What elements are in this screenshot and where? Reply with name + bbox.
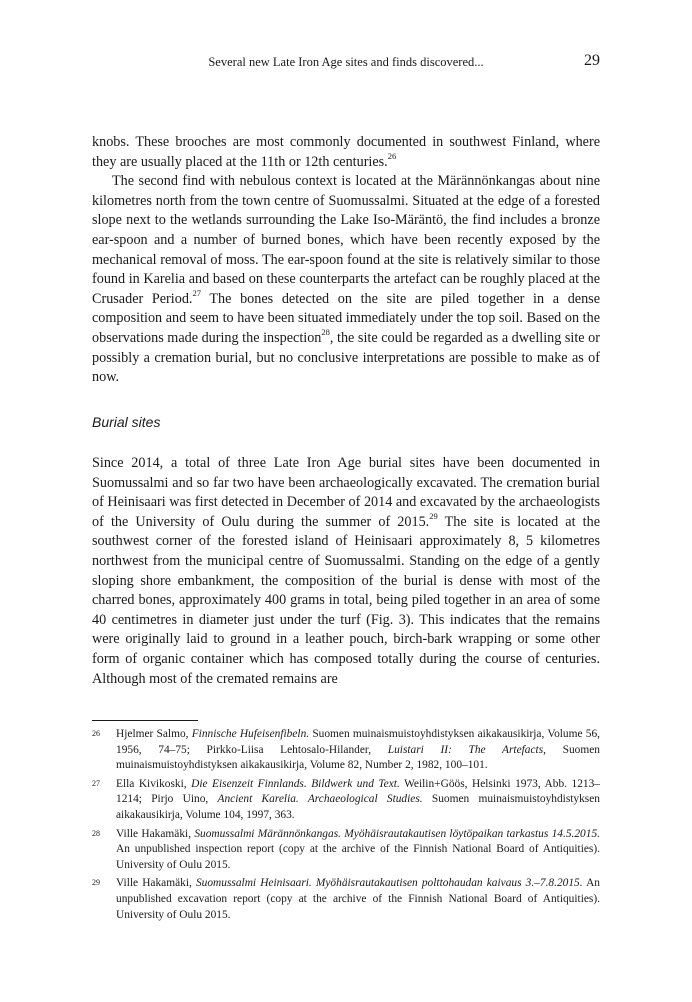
paragraph-3-text-b: The site is located at the southwest corner of the forested island of Heinisaari approximately 8, 5 kilometres northwest from the municipal centre of Suomussalmi. Standing on the edge of a gently sloping shore embankment, the composition of the burial is dense with most of the charred bones, approximately 400 grams in total, being piled together in an area of some 40 centimetres in diameter just under the turf (Fig. 3). This indicates that the remains were originally laid to ground in a leather pouch, birch-bark wrapping or some other form of organic container which has composed totally during the course of centuries. Although most of the cremated remains are <box>92 513 601 687</box>
body-text-upper <box>92 133 600 388</box>
footnote-28 <box>92 827 600 874</box>
footnote-number: 28 <box>92 828 100 838</box>
page-number: 29 <box>584 52 600 69</box>
footnote-text: Ville Hakamäki, <box>116 877 196 890</box>
paragraph-2-text-a: The second find with nebulous context is located at the Märännönkangas about nine kilometres north from the town centre of Suomussalmi. Situated at the edge of a forested slope next to the wetlands surrounding the Lake Iso-Märäntö, the find includes a bronze ear-spoon and a number of burned bones, which have been recently exposed by the mechanical removal of moss. The ear-spoon found at the site is relatively similar to those found in Karelia and based on these counterparts the artefact can be roughly placed at the Crusader Period. <box>92 173 600 307</box>
running-header <box>92 52 600 72</box>
footnote-26 <box>92 727 600 774</box>
paragraph-3-text-a: Since 2014, a total of three Late Iron Age burial sites have been documented in Suomussalmi and so far two have been archaeologically excavated. The cremation burial of Heinisaari was first detected in December of 2014 and excavated by the archaeologists of the University of Oulu during the summer of 2015. <box>92 455 600 530</box>
footnote-text: , Suomen muinaismuistoyhdistyksen aikakausikirja, Volume 82, Number 2, 1982, 100–101. <box>116 743 600 772</box>
footnote-ref-28[interactable]: 28 <box>321 327 330 338</box>
footnote-title: Finnische Hufeisenfibeln. <box>191 728 310 740</box>
footnote-text: An unpublished excavation report (copy at the archive of the Finnish National Board of Antiquities). University of Oulu 2015. <box>116 877 600 921</box>
paragraph-2 <box>92 172 600 388</box>
paragraph-2-text-b: The bones detected on the site are piled together in a dense composition and seem to have been situated immediately under the top soil. Based on the observations made during the inspection <box>92 290 601 346</box>
paragraph-3 <box>92 454 600 689</box>
footnote-number: 27 <box>92 778 100 788</box>
footnote-text: Hjelmer Salmo, <box>116 728 192 740</box>
footnotes-list <box>92 727 600 926</box>
footnote-29 <box>92 876 600 923</box>
footnote-ref-29[interactable]: 29 <box>429 511 438 522</box>
paragraph-1-text: knobs. These brooches are most commonly documented in southwest Finland, where they are usually placed at the 11th or 12th centuries. <box>92 134 600 170</box>
running-title: Several new Late Iron Age sites and finds discovered... <box>208 55 484 69</box>
paragraph-2-text-c: , the site could be regarded as a dwelling site or possibly a cremation burial, but no conclusive interpretations are possible to make as of now. <box>92 329 600 386</box>
paragraph-1 <box>92 133 600 172</box>
footnote-text: Weilin+Göös, Helsinki 1973, Abb. 1213–1214; Pirjo Uino, <box>116 777 600 806</box>
footnote-title: Suomussalmi Märännönkangas. Myöhäisrautakautisen löytöpaikan tarkastus 14.5.2015. <box>194 827 600 840</box>
footnote-title: Ancient Karelia. Archaeological Studies. <box>217 793 423 806</box>
footnote-ref-27[interactable]: 27 <box>192 288 201 299</box>
footnote-27 <box>92 777 600 824</box>
footnote-text: Suomen muinaismuistoyhdistyksen aikakausikirja, Volume 56, 1956, 74–75; Pirkko-Liisa Lehtosalo-Hilander, <box>116 728 600 756</box>
footnote-text: Suomen muinaismuistoyhdistyksen aikakausikirja, Volume 104, 1997, 363. <box>116 793 600 821</box>
footnote-text: Ella Kivikoski, <box>116 777 192 790</box>
footnote-text: Ville Hakamäki, <box>116 827 195 840</box>
footnote-number: 29 <box>92 878 100 888</box>
footnote-text: An unpublished inspection report (copy at the archive of the Finnish National Board of Antiquities). University of Oulu 2015. <box>116 843 600 871</box>
footnote-ref-26[interactable]: 26 <box>387 150 397 161</box>
footnote-separator <box>92 720 198 721</box>
footnote-title: Die Eisenzeit Finnlands. Bildwerk und Text. <box>191 777 400 790</box>
footnote-title: Luistari II: The Artefacts <box>387 743 544 756</box>
footnote-number: 26 <box>92 729 100 738</box>
section-heading: Burial sites <box>92 414 161 430</box>
footnote-title: Suomussalmi Heinisaari. Myöhäisrautakautisen polttohaudan kaivaus 3.–7.8.2015. <box>195 877 583 890</box>
